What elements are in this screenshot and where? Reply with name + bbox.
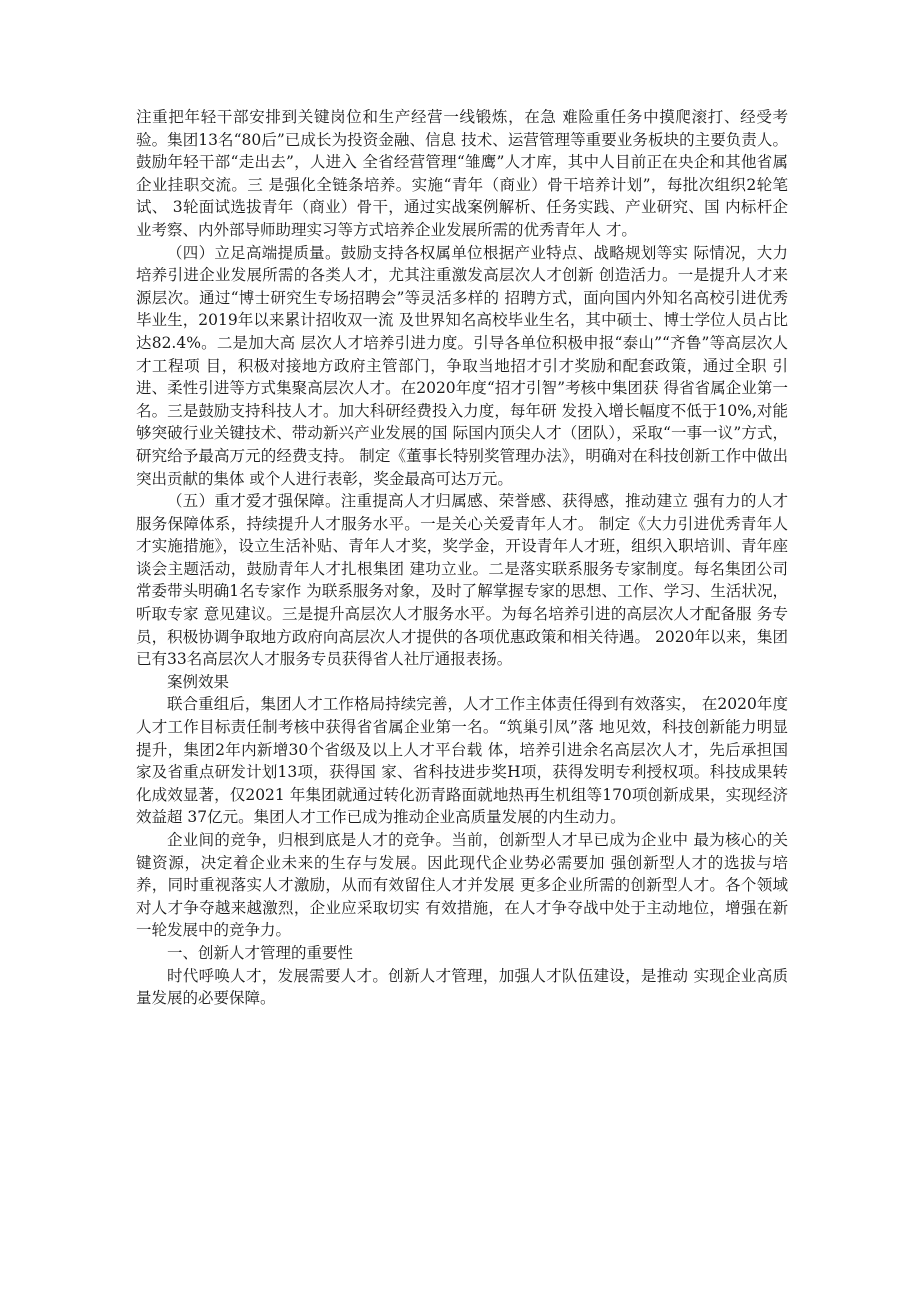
paragraph-talent-service-guarantee: （五）重才爱才强保障。注重提高人才归属感、荣誉感、获得感，推动建立 强有力的人才服务保障体系，持续提升人才服务水平。一是关心关爱青年人才。 制定《大力引进优秀青年人才实施措施》，设立生活补贴、青年人才奖，奖学金，开设青年人才班，组织入职培训、青年座谈会主题活动，鼓励青年人才扎根集团 建功立业。二是落实联系服务专家制度。每名集团公司常委带头明确1名专家作 为联系服务对象，及时了解掌握专家的思想、工作、学习、生活状况，听取专家 意见建议。三是提升高层次人才服务水平。为每名培养引进的高层次人才配备服 务专员，积极协调争取地方政府向高层次人才提供的各项优惠政策和相关待遇。 2020年以来，集团已有33名高层次人才服务专员获得省人社厅通报表扬。 [136,492,788,669]
paragraph-importance: 时代呼唤人才，发展需要人才。创新人才管理，加强人才队伍建设，是推动 实现企业高质量发展的必要保障。 [136,966,788,1008]
section-heading-case-results: 案例效果 [167,672,230,691]
document-page [136,106,788,1010]
section-heading-importance: 一、创新人才管理的重要性 [167,943,354,962]
paragraph-talent-competition: 企业间的竞争，归根到底是人才的竞争。当前，创新型人才早已成为企业中 最为核心的关键资源，决定着企业未来的生存与发展。因此现代企业势必需要加 强创新型人才的选拔与培养，同时重视落实人才激励，从而有效留住人才并发展 更多企业所需的创新型人才。各个领域对人才争夺越来越激烈，企业应采取切实 有效措施，在人才争夺战中处于主动地位，增强在新一轮发展中的竞争力。 [136,831,788,940]
paragraph-case-results: 联合重组后，集团人才工作格局持续完善，人才工作主体责任得到有效落实， 在2020年度人才工作目标责任制考核中获得省省属企业第一名。“筑巢引凤”落 地见效，科技创新能力明显提升，集团2年内新增30个省级及以上人才平台载 体，培养引进余名高层次人才，先后承担国家及省重点研发计划13项，获得国 家、省科技进步奖H项，获得发明专利授权项。科技成果转化成效显著，仅2021 年集团就通过转化沥青路面就地热再生机组等170项创新成果，实现经济效益超 37亿元。集团人才工作已成为推动企业高质量发展的内生动力。 [136,695,788,827]
paragraph-youth-cadre-training: 注重把年轻干部安排到关键岗位和生产经营一线锻炼，在急 难险重任务中摸爬滚打、经受考验。集团13名“80后”已成长为投资金融、信息 技术、运营管理等重要业务板块的主要负责人。鼓励年轻干部“走出去”，人进入 全省经营管理“雏鹰”人才库，其中人目前正在央企和其他省属企业挂职交流。三 是强化全链条培养。实施“青年（商业）骨干培养计划”，每批次组织2轮笔试、 3轮面试选拔青年（商业）骨干，通过实战案例解析、任务实践、产业研究、国 内标杆企业考察、内外部导师助理实习等方式培养企业发展所需的优秀青年人 才。 [136,108,788,239]
paragraph-high-end-talent: （四）立足高端提质量。鼓励支持各权属单位根据产业特点、战略规划等实 际情况，大力培养引进企业发展所需的各类人才，尤其注重激发高层次人才创新 创造活力。一是提升人才来源层次。通过“博士研究生专场招聘会”等灵活多样的 招聘方式，面向国内外知名高校引进优秀毕业生，2019年以来累计招收双一流 及世界知名高校毕业生名，其中硕士、博士学位人员占比达82.4%。二是加大高 层次人才培养引进力度。引导各单位积极申报“泰山”“齐鲁”等高层次人才工程项 目，积极对接地方政府主管部门，争取当地招才引才奖励和配套政策，通过全职 引进、柔性引进等方式集聚高层次人才。在2020年度“招才引智”考核中集团获 得省省属企业第一名。三是鼓励支持科技人才。加大科研经费投入力度，每年研 发投入增长幅度不低于10%,对能够突破行业关键技术、带动新兴产业发展的国 际国内顶尖人才（团队），采取“一事一议”方式，研究给予最高万元的经费支持。 制定《董事长特别奖管理办法》，明确对在科技创新工作中做出突出贡献的集体 或个人进行表彰，奖金最高可达万元。 [136,243,788,488]
